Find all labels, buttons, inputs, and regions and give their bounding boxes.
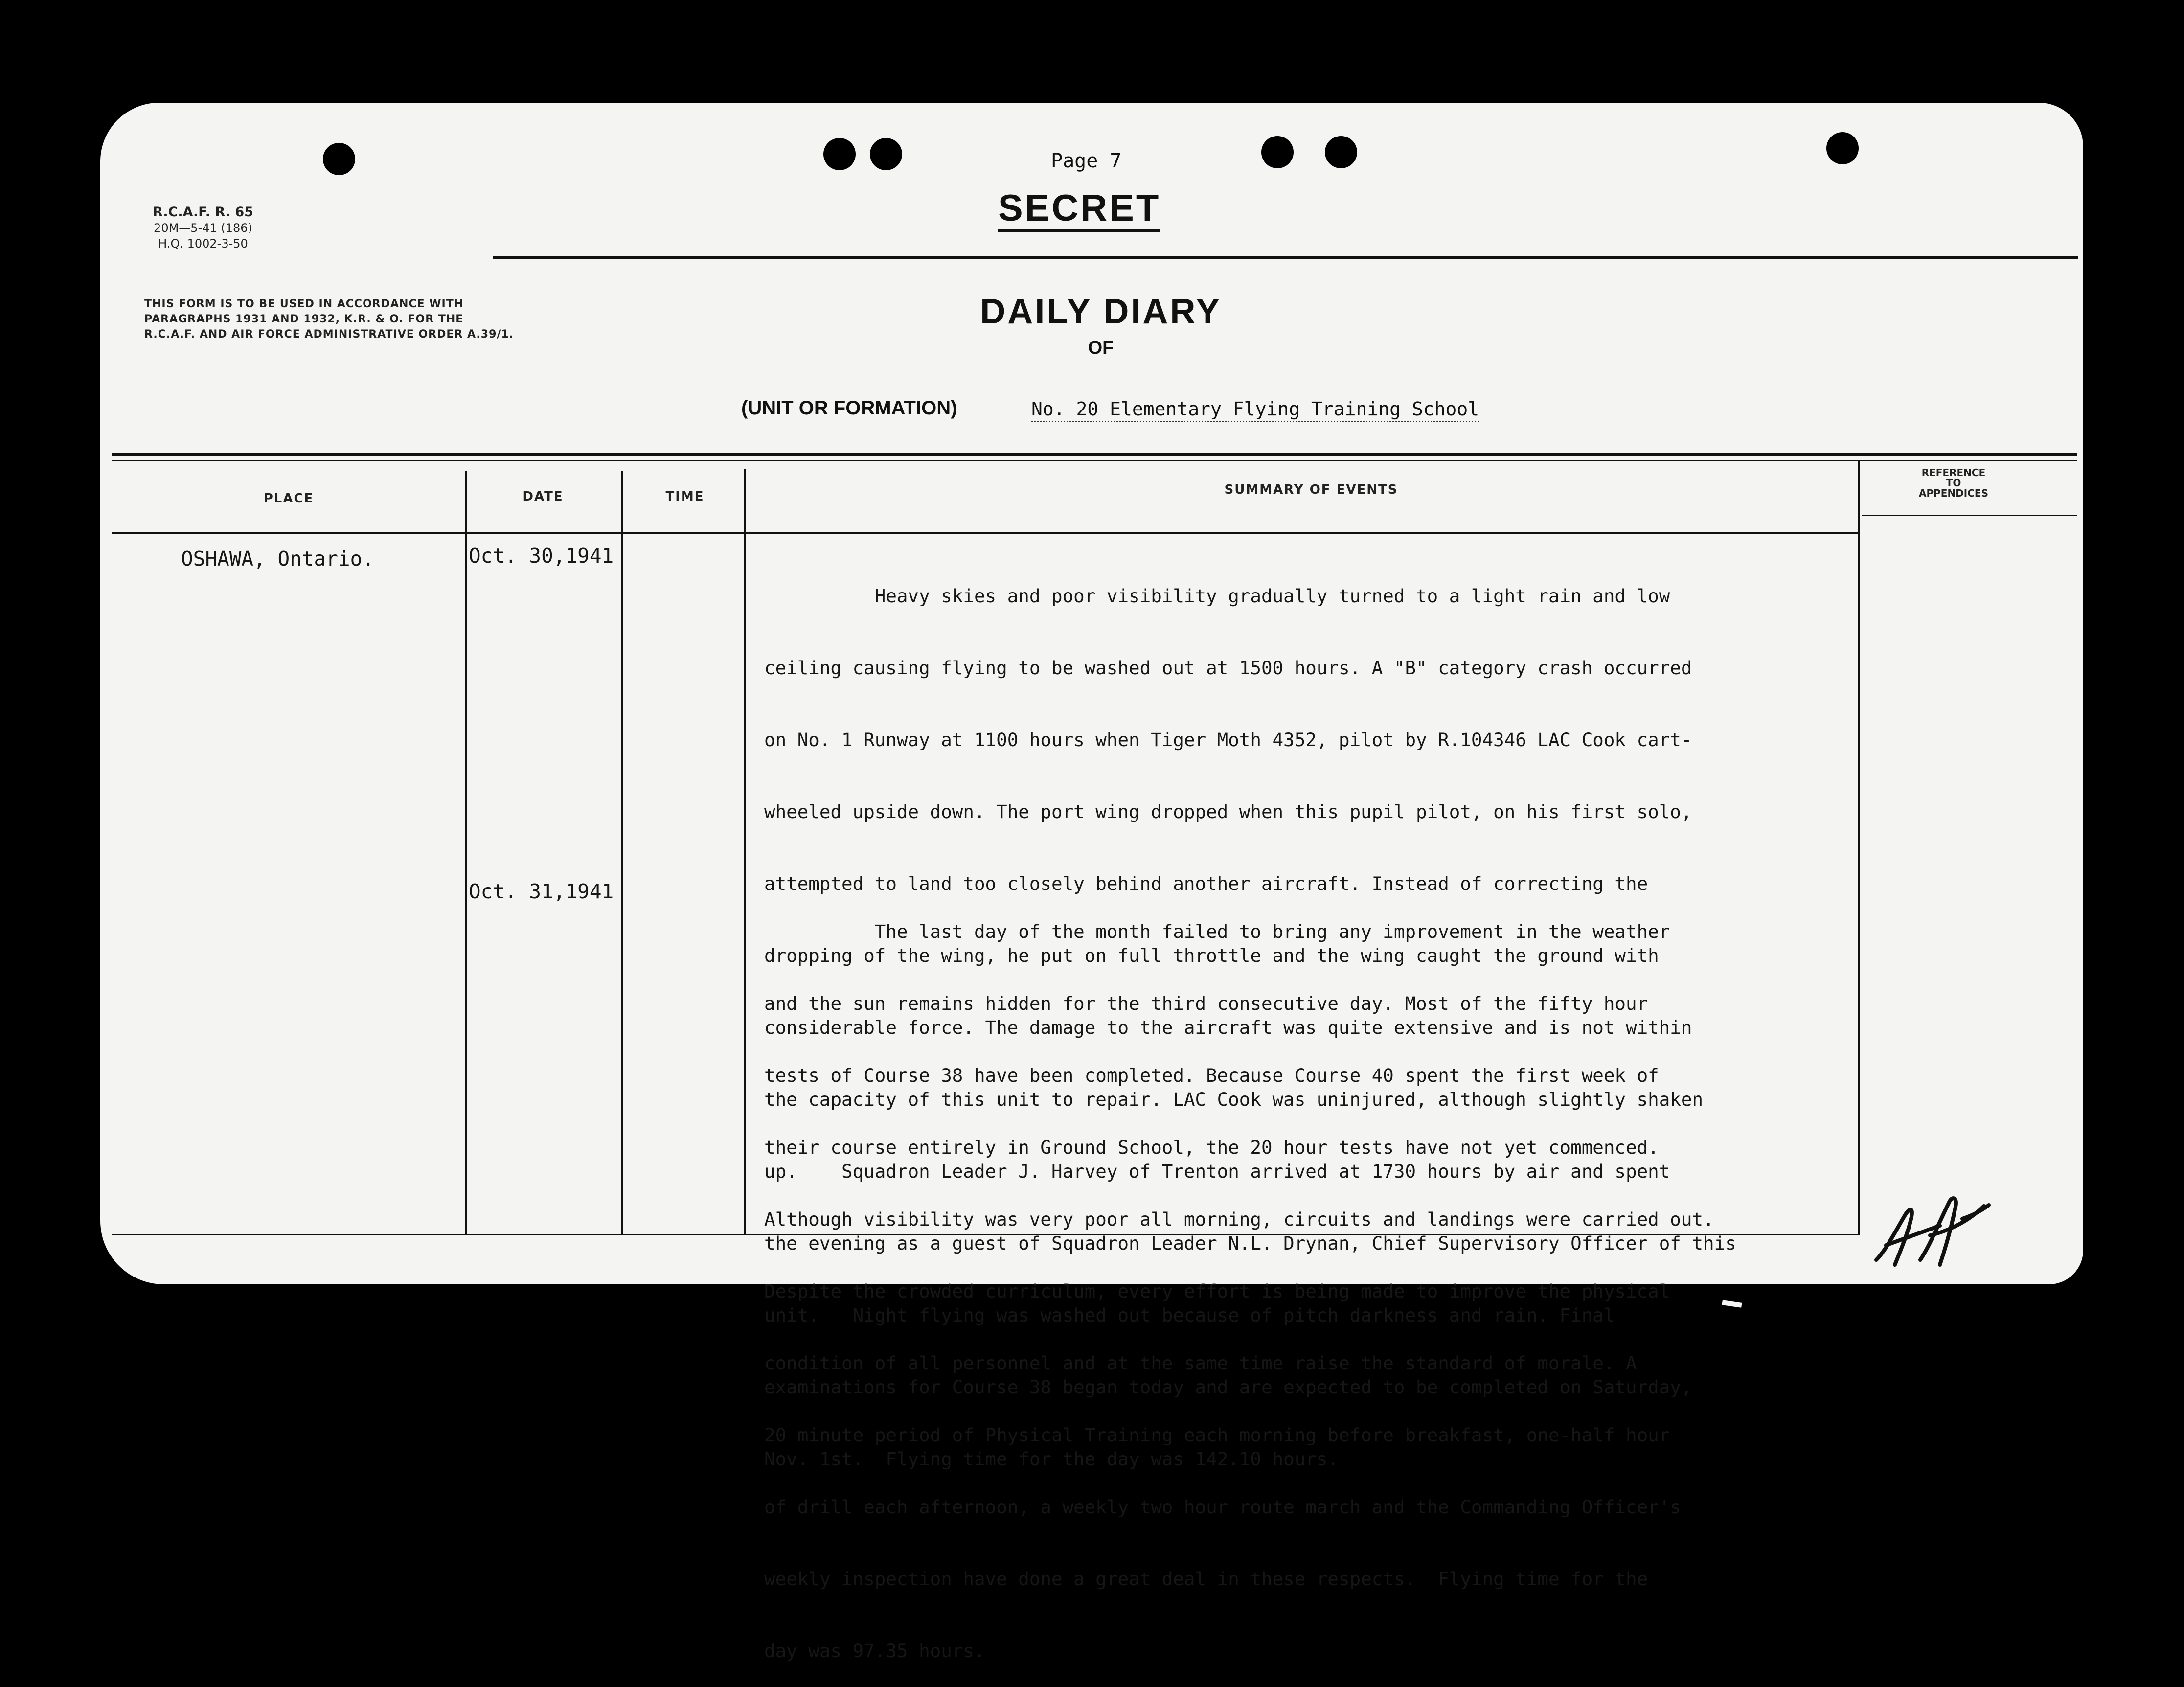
column-header-date: DATE: [523, 489, 564, 504]
form-id-line-3: H.Q. 1002-3-50: [158, 237, 248, 251]
form-id-line-1: R.C.A.F. R. 65: [153, 205, 253, 220]
entry-summary: [764, 872, 1875, 1687]
summary-line: wheeled upside down. The port wing dropped when this pupil pilot, on his first solo,: [764, 801, 1692, 822]
summary-line: unit. Night flying was washed out because of pitch darkness and rain. Final: [764, 1304, 1615, 1326]
title-of: OF: [1088, 338, 1114, 358]
summary-line: weekly inspection have done a great deal in these respects. Flying time for the: [764, 1568, 1648, 1590]
summary-line: Heavy skies and poor visibility gradually turned to a light rain and low: [764, 585, 1670, 607]
summary-line: of drill each afternoon, a weekly two hour route march and the Commanding Officer's: [764, 1496, 1681, 1518]
security-classification: SECRET: [998, 188, 1160, 232]
binder-hole: [323, 143, 355, 175]
reference-header-rule: [1862, 515, 2077, 516]
entry-date: Oct. 31,1941: [469, 880, 614, 903]
header-rule: [493, 256, 2078, 259]
column-header-summary: SUMMARY OF EVENTS: [1224, 482, 1398, 497]
summary-line: their course entirely in Ground School, the 20 hour tests have not yet commenced.: [764, 1137, 1659, 1158]
summary-line: and the sun remains hidden for the third consecutive day. Most of the fifty hour: [764, 993, 1648, 1014]
binder-hole: [1325, 136, 1357, 168]
usage-notice: THIS FORM IS TO BE USED IN ACCORDANCE WITH PARAGRAPHS 1931 AND 1932, K.R. & O. FOR THE R.C.A.F. AND AIR FORCE ADMINISTRATIVE ORDER A.39/1.: [144, 298, 514, 341]
summary-line: The last day of the month failed to bring any improvement in the weather: [764, 921, 1670, 942]
summary-line: Despite the crowded curriculum, every effort is being made to improve the physical: [764, 1280, 1670, 1302]
table-top-rule-inner: [112, 460, 2077, 461]
form-id-line-2: 20M—5-41 (186): [154, 221, 252, 235]
binder-hole: [870, 138, 902, 170]
entry-place: OSHAWA, Ontario.: [181, 547, 374, 570]
column-divider: [465, 471, 467, 1234]
summary-line: 20 minute period of Physical Training each morning before breakfast, one-half hour: [764, 1424, 1670, 1446]
entry-date: Oct. 30,1941: [469, 544, 614, 568]
summary-line: Although visibility was very poor all morning, circuits and landings were carried out.: [764, 1208, 1714, 1230]
summary-line: considerable force. The damage to the aircraft was quite extensive and is not within: [764, 1017, 1692, 1038]
summary-line: the capacity of this unit to repair. LAC Cook was uninjured, although slightly shaken: [764, 1089, 1704, 1110]
binder-hole: [1826, 132, 1859, 164]
column-divider: [621, 471, 623, 1234]
handwritten-initials: [1866, 1186, 1994, 1270]
summary-line: condition of all personnel and at the same time raise the standard of morale. A: [764, 1352, 1637, 1374]
table-top-rule: [112, 453, 2077, 456]
summary-line: the evening as a guest of Squadron Leader N.L. Drynan, Chief Supervisory Officer of this: [764, 1232, 1736, 1254]
column-header-reference: REFERENCE TO APPENDICES: [1919, 467, 1988, 499]
column-header-rule: [112, 532, 1860, 534]
summary-line: dropping of the wing, he put on full throttle and the wing caught the ground with: [764, 945, 1659, 966]
summary-line: day was 97.35 hours.: [764, 1640, 985, 1662]
column-header-time: TIME: [665, 489, 705, 504]
page-number: Page 7: [1051, 150, 1122, 172]
binder-hole: [1261, 136, 1294, 168]
document-title: DAILY DIARY: [980, 292, 1222, 331]
unit-value: No. 20 Elementary Flying Training School: [1031, 397, 1479, 422]
summary-line: ceiling causing flying to be washed out at 1500 hours. A "B" category crash occurred: [764, 657, 1692, 679]
summary-line: examinations for Course 38 began today and are expected to be completed on Saturday,: [764, 1376, 1692, 1398]
column-divider: [744, 469, 746, 1234]
binder-hole: [823, 138, 856, 170]
summary-line: on No. 1 Runway at 1100 hours when Tiger Moth 4352, pilot by R.104346 LAC Cook cart-: [764, 729, 1692, 751]
summary-line: tests of Course 38 have been completed. Because Course 40 spent the first week of: [764, 1065, 1659, 1086]
form-identifier: [144, 205, 262, 251]
unit-label: (UNIT OR FORMATION): [741, 397, 957, 419]
summary-line: up. Squadron Leader J. Harvey of Trenton arrived at 1730 hours by air and spent: [764, 1161, 1670, 1182]
summary-line: Nov. 1st. Flying time for the day was 142.10 hours.: [764, 1448, 1339, 1470]
summary-line: attempted to land too closely behind another aircraft. Instead of correcting the: [764, 873, 1648, 894]
column-header-place: PLACE: [263, 491, 314, 506]
